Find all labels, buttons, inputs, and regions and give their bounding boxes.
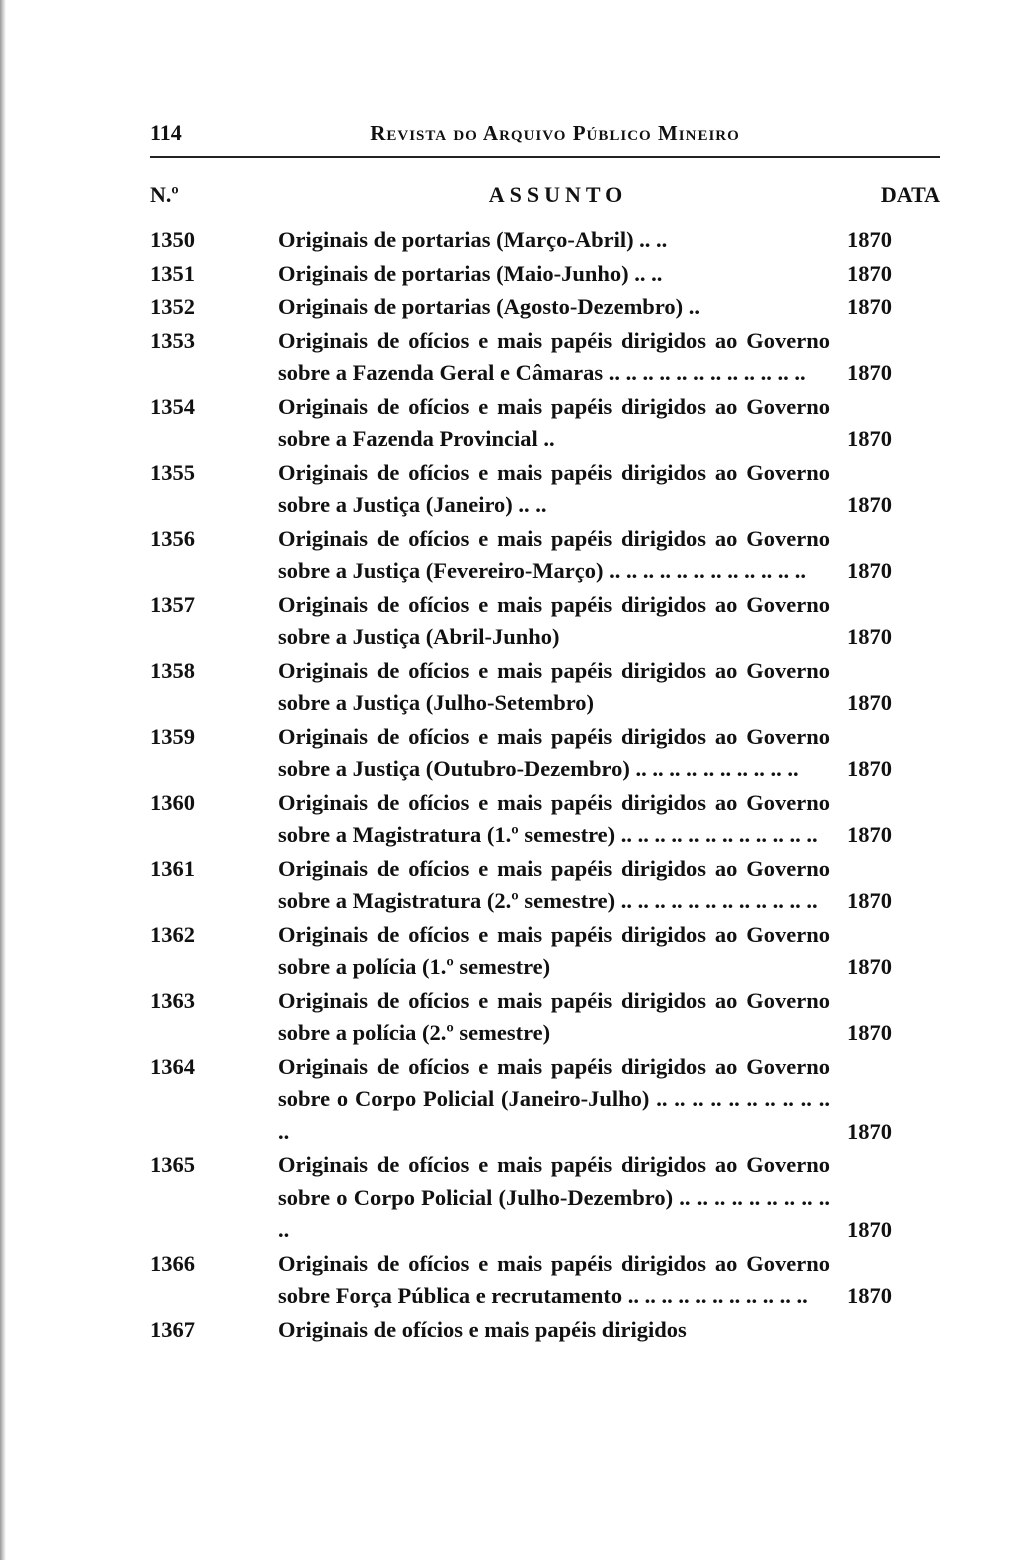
entry-row (150, 457, 940, 522)
entry-number: 1365 (150, 1152, 195, 1177)
entry-number: 1350 (150, 227, 195, 252)
entry-number: 1355 (150, 459, 195, 485)
entry-date: 1870 (847, 558, 892, 583)
entry-subject: Originais de ofícios e mais papéis dirigidos ao Governo sobre a Fazenda Geral e Câmaras .. .. .. .. .. .. .. .. .. .. .. .. (278, 327, 830, 385)
entry-subject: Originais de portarias (Maio-Junho) .. .. (278, 260, 663, 286)
entry-number: 1352 (150, 294, 195, 319)
entry-row (150, 523, 940, 588)
entry-row (150, 1051, 940, 1149)
entry-date: 1870 (847, 822, 892, 847)
page-edge (0, 0, 6, 1560)
entry-list (150, 224, 940, 1346)
entry-date: 1870 (847, 690, 892, 715)
entry-row (150, 258, 940, 291)
book-page (150, 120, 940, 1347)
entry-subject: Originais de ofícios e mais papéis dirigidos ao Governo sobre a Justiça (Fevereiro-Março) .. .. .. .. .. .. .. .. .. .. .. .. (278, 525, 830, 583)
entry-date: 1870 (847, 1217, 892, 1242)
entry-date: 1870 (847, 624, 892, 649)
entry-subject: Originais de ofícios e mais papéis dirigidos (278, 1316, 687, 1342)
column-header-date: DATA (880, 182, 940, 207)
entry-number: 1354 (150, 393, 195, 419)
entry-subject: Originais de ofícios e mais papéis dirigidos ao Governo sobre a polícia (1.º semestre) (278, 921, 830, 979)
entry-row (150, 1248, 940, 1313)
entry-number: 1363 (150, 987, 195, 1013)
entry-subject: Originais de ofícios e mais papéis dirigidos ao Governo sobre o Corpo Policial (Janeiro-Julho) .. .. .. .. .. .. .. .. .. .. .. (278, 1053, 830, 1144)
entry-subject: Originais de ofícios e mais papéis dirigidos ao Governo sobre a Fazenda Provincial .. (278, 393, 830, 451)
entry-subject: Originais de ofícios e mais papéis dirigidos ao Governo sobre Força Pública e recrutamento .. .. .. .. .. .. .. .. .. .. .. (278, 1250, 830, 1308)
entry-number: 1362 (150, 921, 195, 947)
running-head (150, 120, 940, 158)
column-header-number: N.º (150, 182, 179, 207)
entry-number: 1358 (150, 657, 195, 683)
entry-row (150, 787, 940, 852)
entry-number: 1357 (150, 591, 195, 617)
entry-row (150, 655, 940, 720)
entry-number: 1351 (150, 260, 195, 286)
entry-row (150, 325, 940, 390)
entry-date: 1870 (847, 492, 892, 517)
entry-date: 1870 (847, 1118, 892, 1144)
entry-subject: Originais de ofícios e mais papéis dirigidos ao Governo sobre o Corpo Policial (Julho-Dezembro) .. .. .. .. .. .. .. .. .. .. (278, 1152, 830, 1242)
entry-date: 1870 (847, 1283, 892, 1308)
entry-number: 1353 (150, 327, 195, 353)
entry-row (150, 224, 940, 257)
entry-row (150, 1314, 940, 1347)
entry-date: 1870 (847, 260, 892, 286)
entry-row (150, 1149, 940, 1247)
entry-row (150, 391, 940, 456)
entry-row (150, 291, 940, 324)
entry-number: 1366 (150, 1250, 195, 1276)
entry-date: 1870 (847, 294, 892, 319)
entry-subject: Originais de ofícios e mais papéis dirigidos ao Governo sobre a Justiça (Janeiro) .. .. (278, 459, 830, 517)
entry-row (150, 721, 940, 786)
entry-row (150, 589, 940, 654)
entry-number: 1367 (150, 1316, 195, 1342)
entry-row (150, 985, 940, 1050)
journal-title: Revista do Arquivo Público Mineiro (370, 121, 740, 145)
entry-row (150, 919, 940, 984)
entry-number: 1356 (150, 525, 195, 551)
entry-date: 1870 (847, 1020, 892, 1045)
column-headers (150, 182, 940, 208)
entry-number: 1360 (150, 789, 195, 815)
entry-row (150, 853, 940, 918)
entry-number: 1364 (150, 1053, 195, 1079)
entry-subject: Originais de ofícios e mais papéis dirigidos ao Governo sobre a Magistratura (1.º semestre) .. .. .. .. .. .. .. .. .. .. .. .. (278, 789, 830, 847)
page-number: 114 (150, 120, 182, 145)
entry-date: 1870 (847, 954, 892, 979)
column-header-subject: ASSUNTO (488, 182, 628, 207)
entry-date: 1870 (847, 360, 892, 385)
entry-subject: Originais de portarias (Agosto-Dezembro) .. (278, 294, 701, 319)
entry-subject: Originais de portarias (Março-Abril) .. .. (278, 227, 668, 252)
entry-subject: Originais de ofícios e mais papéis dirigidos ao Governo sobre a Justiça (Abril-Junho) (278, 591, 830, 649)
entry-number: 1359 (150, 723, 195, 749)
entry-number: 1361 (150, 855, 195, 881)
entry-subject: Originais de ofícios e mais papéis dirigidos ao Governo sobre a Justiça (Outubro-Dezembro) .. .. .. .. .. .. .. .. .. .. (278, 723, 830, 781)
entry-subject: Originais de ofícios e mais papéis dirigidos ao Governo sobre a Magistratura (2.º semestre) .. .. .. .. .. .. .. .. .. .. .. .. (278, 855, 830, 913)
entry-subject: Originais de ofícios e mais papéis dirigidos ao Governo sobre a polícia (2.º semestre) (278, 987, 830, 1045)
entry-date: 1870 (847, 888, 892, 913)
entry-subject: Originais de ofícios e mais papéis dirigidos ao Governo sobre a Justiça (Julho-Setembro) (278, 657, 830, 715)
entry-date: 1870 (847, 227, 892, 252)
entry-date: 1870 (847, 756, 892, 781)
entry-date: 1870 (847, 426, 892, 451)
